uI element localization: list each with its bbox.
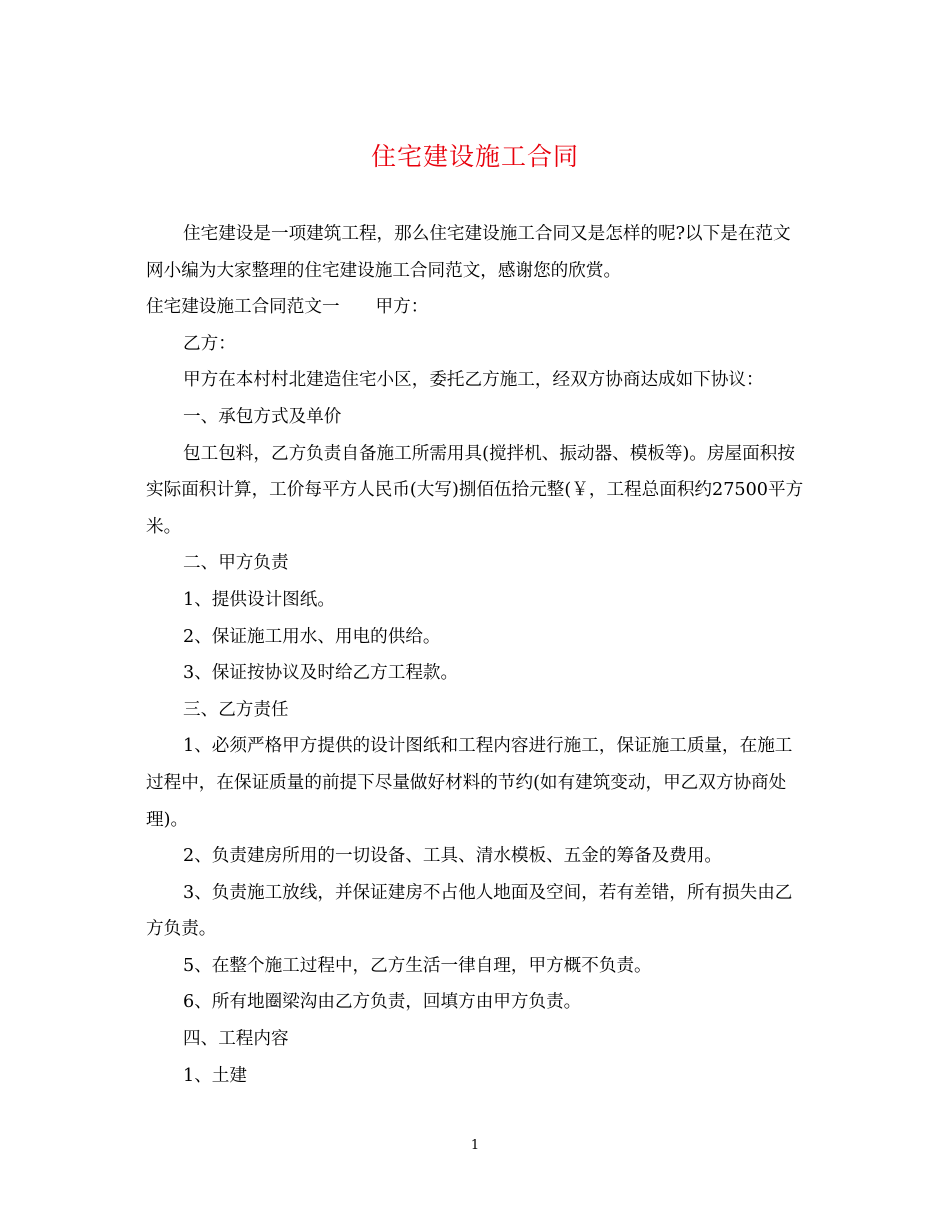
clause-paragraph: 3、负责施工放线，并保证建房不占他人地面及空间，若有差错，所有损失由乙方负责。	[146, 882, 793, 940]
clause-paragraph: 6、所有地圈梁沟由乙方负责，回填方由甲方负责。	[183, 992, 582, 1013]
clause-paragraph: 2、保证施工用水、用电的供给。	[183, 626, 441, 647]
clause-paragraph: 包工包料，乙方负责自备施工所需用具(搅拌机、振动器、模板等)。房屋面积按实际面积计算，工价每平方人民币(大写)捌佰伍拾元整(￥，工程总面积约27500平方米。	[146, 443, 804, 537]
clause-paragraph: 1、必须严格甲方提供的设计图纸和工程内容进行施工，保证施工质量，在施工过程中，在保证质量的前提下尽量做好材料的节约(如有建筑变动，甲乙双方协商处理)。	[146, 736, 793, 830]
clause-paragraph: 1、土建	[183, 1065, 247, 1086]
clause-paragraph: 5、在整个施工过程中，乙方生活一律自理，甲方概不负责。	[183, 955, 652, 976]
document-body	[146, 216, 806, 1094]
intro-paragraph: 住宅建设是一项建筑工程，那么住宅建设施工合同又是怎样的呢?以下是在范文网小编为大家整理的住宅建设施工合同范文，感谢您的欣赏。	[146, 224, 791, 281]
section-heading: 二、甲方负责	[183, 553, 289, 574]
page-number: 1	[470, 1138, 480, 1153]
section-heading: 三、乙方责任	[183, 699, 289, 720]
sample-heading: 住宅建设施工合同范文一	[146, 297, 340, 318]
party-a-label: 甲方：	[375, 297, 429, 318]
agreement-intro: 甲方在本村村北建造住宅小区，委托乙方施工，经双方协商达成如下协议：	[183, 370, 764, 391]
clause-paragraph: 3、保证按协议及时给乙方工程款。	[183, 663, 459, 684]
section-heading: 四、工程内容	[183, 1029, 289, 1050]
section-heading: 一、承包方式及单价	[183, 406, 342, 427]
clause-paragraph: 1、提供设计图纸。	[183, 589, 335, 610]
clause-paragraph: 2、负责建房所用的一切设备、工具、清水模板、五金的筹备及费用。	[183, 846, 723, 867]
document-title: 住宅建设施工合同	[370, 142, 579, 171]
sample-heading-line	[146, 289, 806, 326]
party-b-label: 乙方：	[183, 333, 236, 354]
